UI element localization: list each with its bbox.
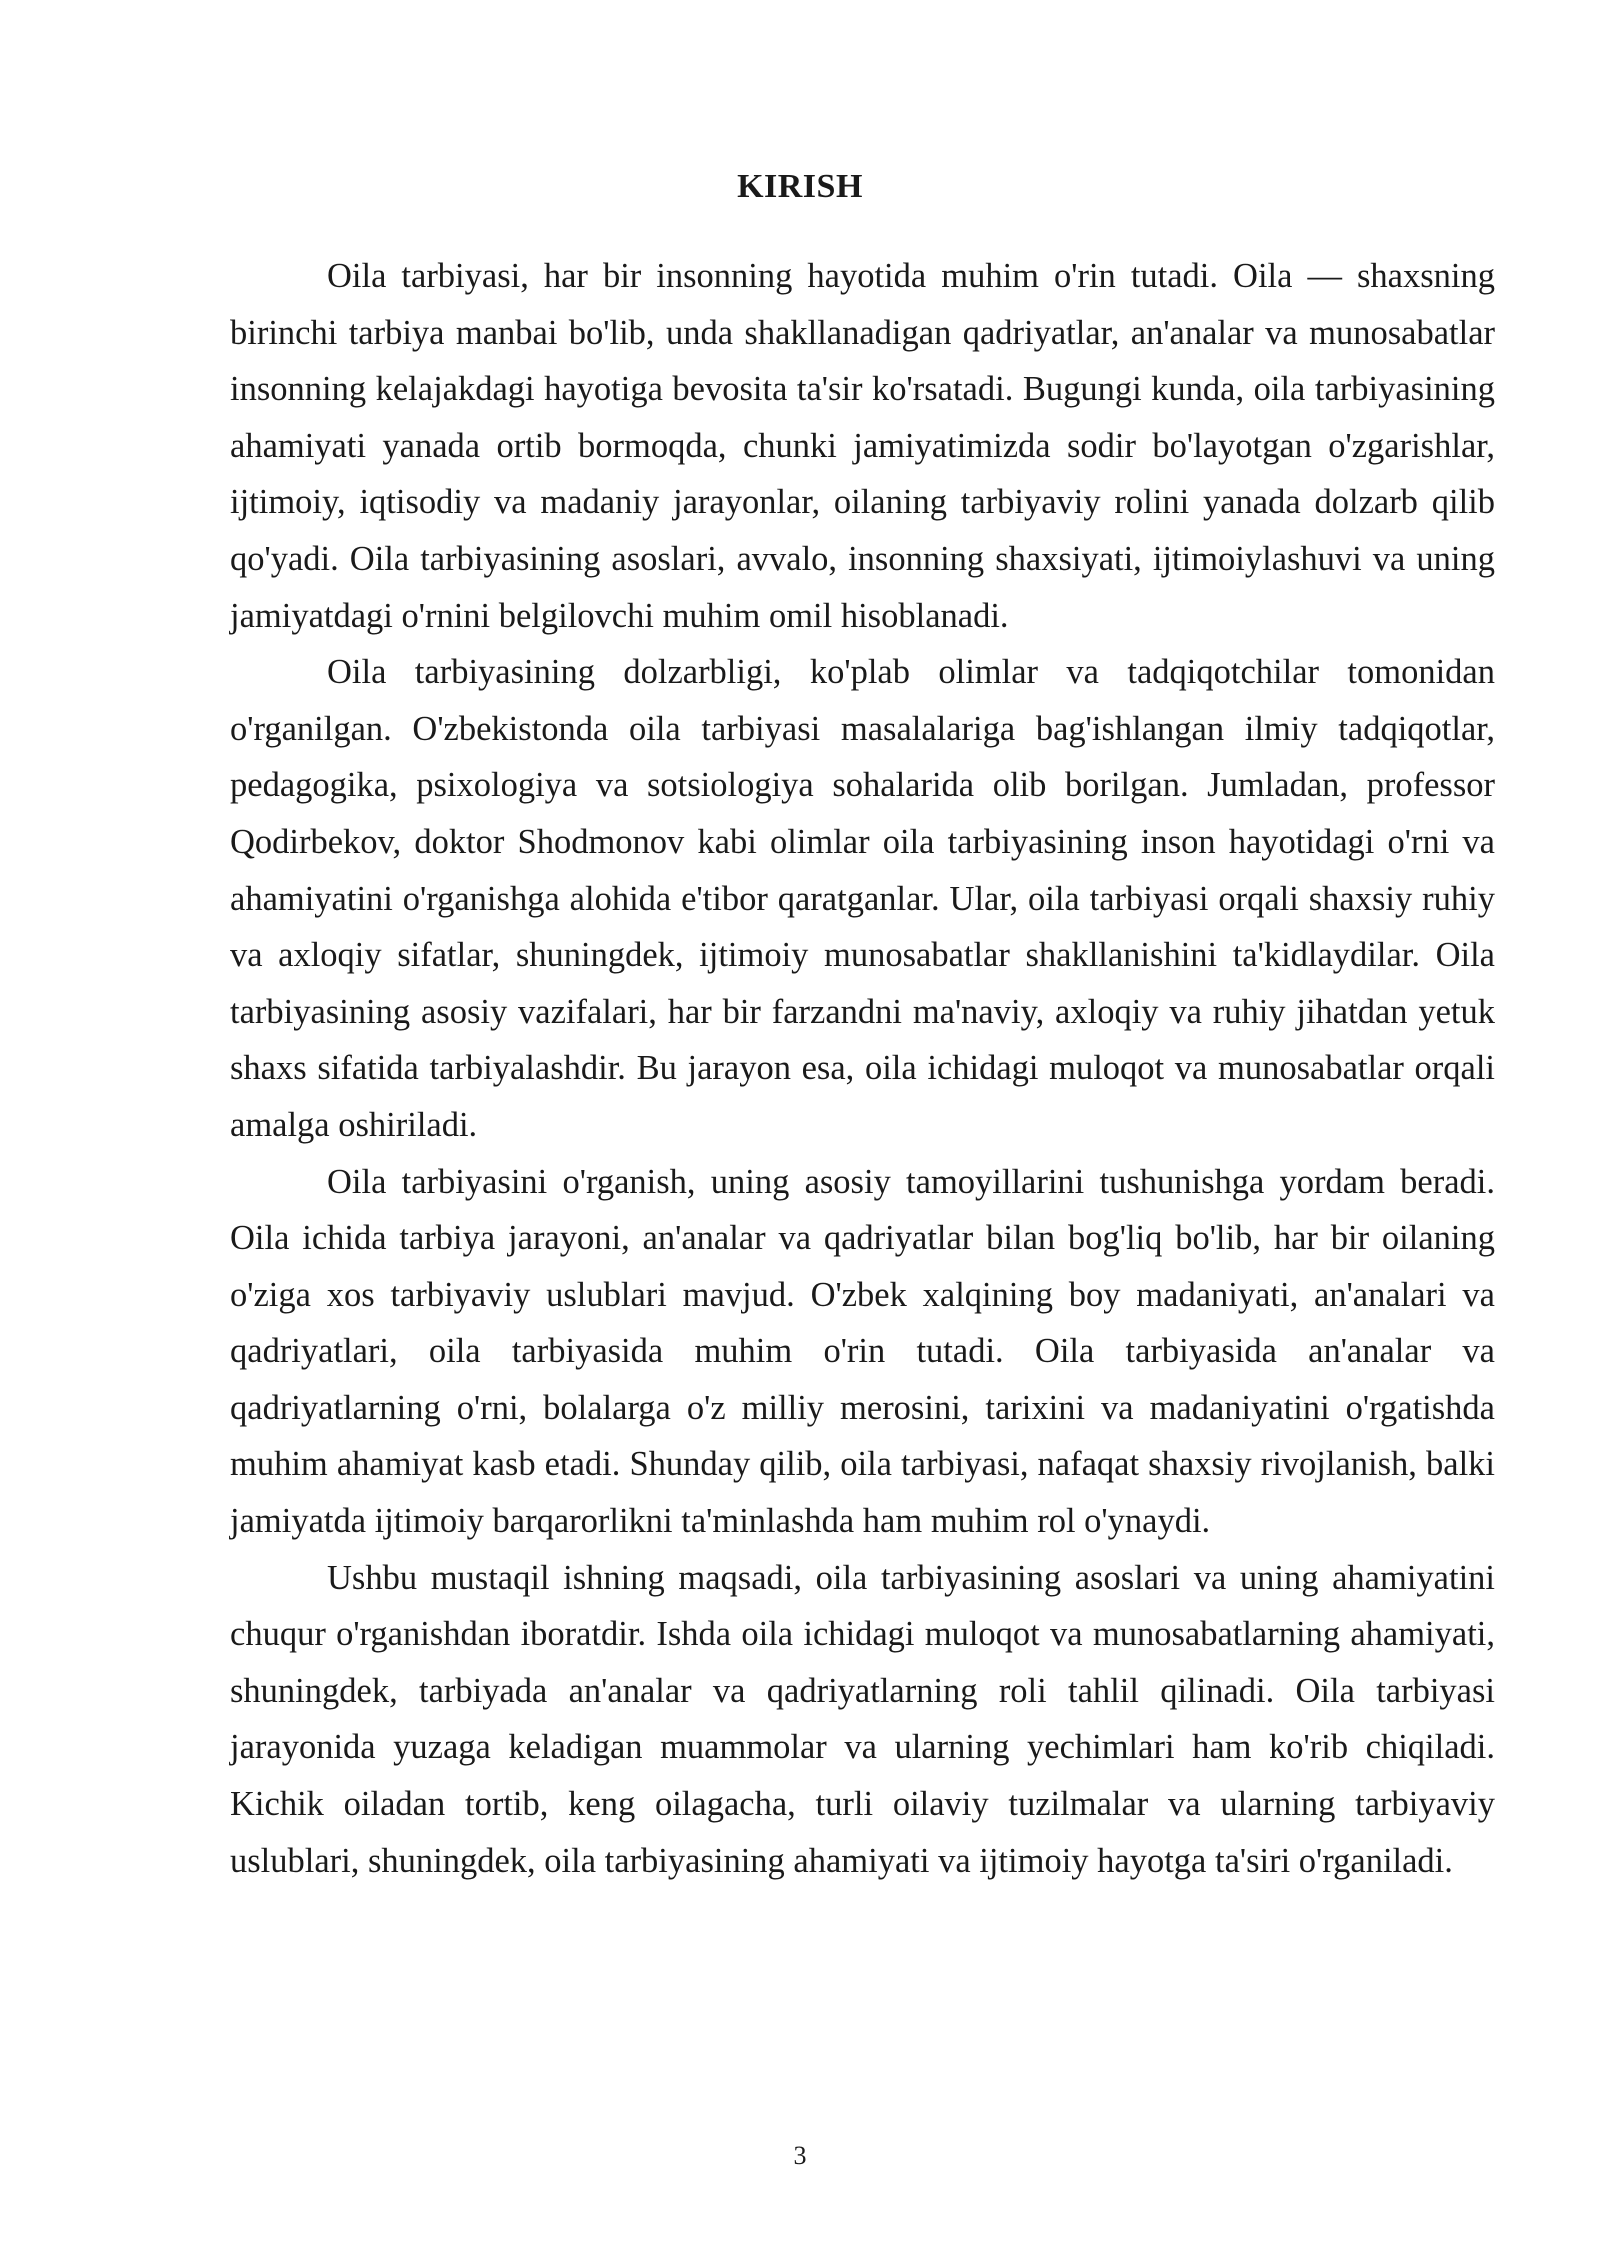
page-number: 3 [793, 2141, 807, 2170]
paragraph-2: Oila tarbiyasining dolzarbligi, ko'plab olimlar va tadqiqotchilar tomonidan o'rganilgan. O'zbekistonda oila tarbiyasi masalalariga bag'ishlangan ilmiy tadqiqotlar, pedagogika, psixologiya va sotsiologiya sohalarida olib borilgan. Jumladan, professor Qodirbekov, doktor Shodmonov kabi olimlar oila tarbiyasining inson hayotidagi o'rni va ahamiyatini o'rganishga alohida e'tibor qaratganlar. Ular, oila tarbiyasi orqali shaxsiy ruhiy va axloqiy sifatlar, shuningdek, ijtimoiy munosabatlar shakllanishini ta'kidlaydilar. Oila tarbiyasining asosiy vazifalari, har bir farzandni ma'naviy, axloqiy va ruhiy jihatdan yetuk shaxs sifatida tarbiyalashdir. Bu jarayon esa, oila ichidagi muloqot va munosabatlar orqali amalga oshiriladi. [230, 653, 1495, 1144]
section-title: KIRISH [737, 168, 863, 205]
body-text [230, 248, 1495, 1889]
paragraph-1: Oila tarbiyasi, har bir insonning hayotida muhim o'rin tutadi. Oila — shaxsning birinchi tarbiya manbai bo'lib, unda shakllanadigan qadriyatlar, an'analar va munosabatlar insonning kelajakdagi hayotiga bevosita ta'sir ko'rsatadi. Bugungi kunda, oila tarbiyasining ahamiyati yanada ortib bormoqda, chunki jamiyatimizda sodir bo'layotgan o'zgarishlar, ijtimoiy, iqtisodiy va madaniy jarayonlar, oilaning tarbiyaviy rolini yanada dolzarb qilib qo'yadi. Oila tarbiyasining asoslari, avvalo, insonning shaxsiyati, ijtimoiylashuvi va uning jamiyatdagi o'rnini belgilovchi muhim omil hisoblanadi. [230, 257, 1495, 635]
paragraph-3: Oila tarbiyasini o'rganish, uning asosiy tamoyillarini tushunishga yordam beradi. Oila ichida tarbiya jarayoni, an'analar va qadriyatlar bilan bog'liq bo'lib, har bir oilaning o'ziga xos tarbiyaviy uslublari mavjud. O'zbek xalqining boy madaniyati, an'analari va qadriyatlari, oila tarbiyasida muhim o'rin tutadi. Oila tarbiyasida an'analar va qadriyatlarning o'rni, bolalarga o'z milliy merosini, tarixini va madaniyatini o'rgatishda muhim ahamiyat kasb etadi. Shunday qilib, oila tarbiyasi, nafaqat shaxsiy rivojlanish, balki jamiyatda ijtimoiy barqarorlikni ta'minlashda ham muhim rol o'ynaydi. [230, 1162, 1495, 1541]
paragraph-4: Ushbu mustaqil ishning maqsadi, oila tarbiyasining asoslari va uning ahamiyatini chuqur o'rganishdan iboratdir. Ishda oila ichidagi muloqot va munosabatlarning ahamiyati, shuningdek, tarbiyada an'analar va qadriyatlarning roli tahlil qilinadi. Oila tarbiyasi jarayonida yuzaga keladigan muammolar va ularning yechimlari ham ko'rib chiqiladi. Kichik oiladan tortib, keng oilagacha, turli oilaviy tuzilmalar va ularning tarbiyaviy uslublari, shuningdek, oila tarbiyasining ahamiyati va ijtimoiy hayotga ta'siri o'rganiladi. [230, 1558, 1495, 1880]
